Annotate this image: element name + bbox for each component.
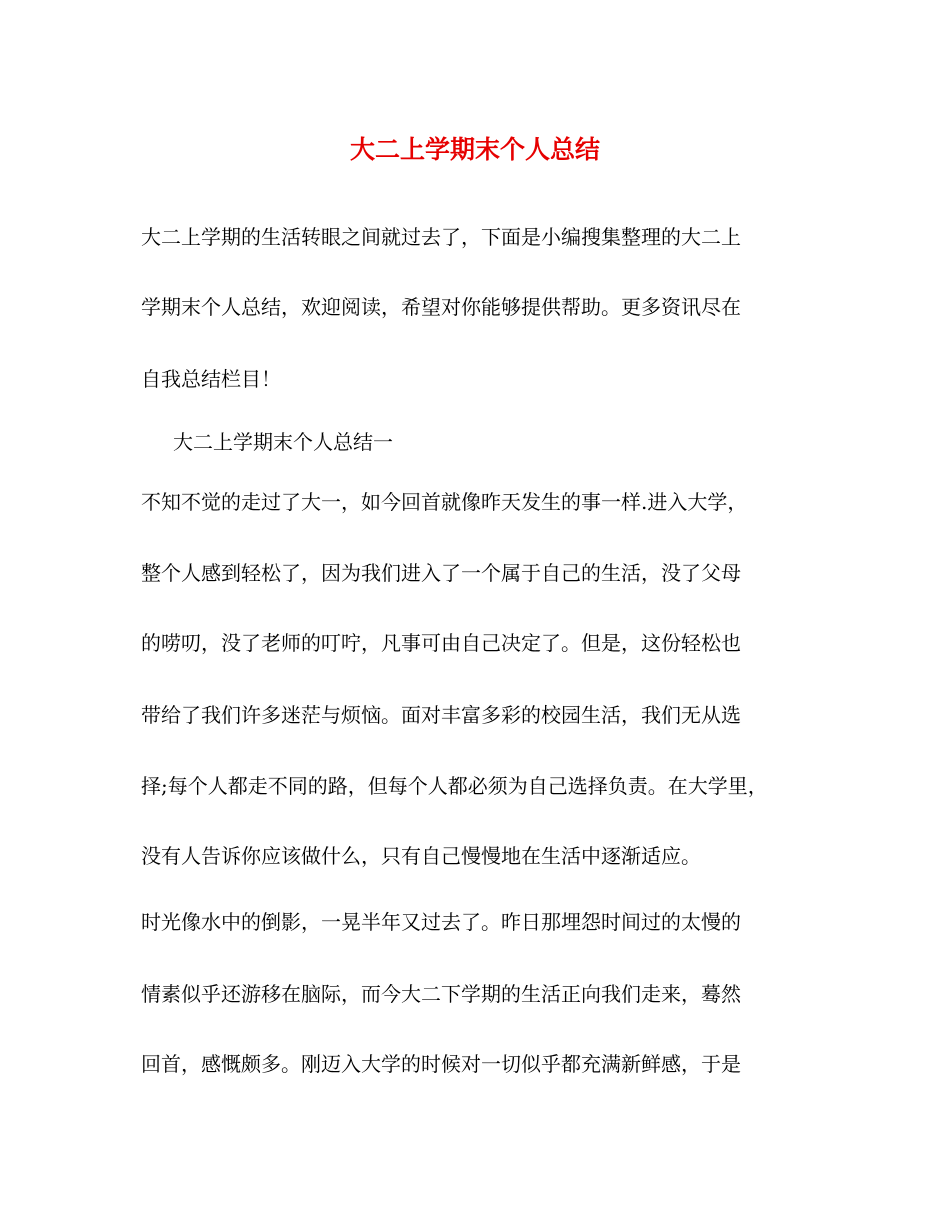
document-title: 大二上学期末个人总结 (349, 135, 600, 164)
paragraph2-line-2: 情素似乎还游移在脑际，而今大二下学期的生活正向我们走来，蓦然 (141, 982, 741, 1006)
intro-line-1: 大二上学期的生活转眼之间就过去了，下面是小编搜集整理的大二上 (141, 225, 741, 249)
paragraph2-line-1: 时光像水中的倒影，一晃半年又过去了。昨日那埋怨时间过的太慢的 (141, 910, 741, 934)
paragraph1-line-2: 整个人感到轻松了，因为我们进入了一个属于自己的生活，没了父母 (141, 561, 741, 585)
paragraph1-line-1: 不知不觉的走过了大一，如今回首就像昨天发生的事一样.进入大学， (141, 490, 748, 514)
paragraph1-line-6: 没有人告诉你应该做什么，只有自己慢慢地在生活中逐渐适应。 (141, 844, 701, 868)
intro-line-2: 学期末个人总结，欢迎阅读，希望对你能够提供帮助。更多资讯尽在 (141, 295, 741, 319)
paragraph1-line-4: 带给了我们许多迷茫与烦恼。面对丰富多彩的校园生活，我们无从选 (141, 703, 741, 727)
intro-line-3: 自我总结栏目！ (141, 367, 281, 391)
paragraph1-line-3: 的唠叨，没了老师的叮咛，凡事可由自己决定了。但是，这份轻松也 (141, 631, 741, 655)
paragraph1-line-5: 择;每个人都走不同的路，但每个人都必须为自己选择负责。在大学里， (141, 774, 768, 798)
section-heading: 大二上学期末个人总结一 (173, 430, 393, 454)
paragraph2-line-3: 回首，感慨颇多。刚迈入大学的时候对一切似乎都充满新鲜感，于是 (141, 1052, 741, 1076)
